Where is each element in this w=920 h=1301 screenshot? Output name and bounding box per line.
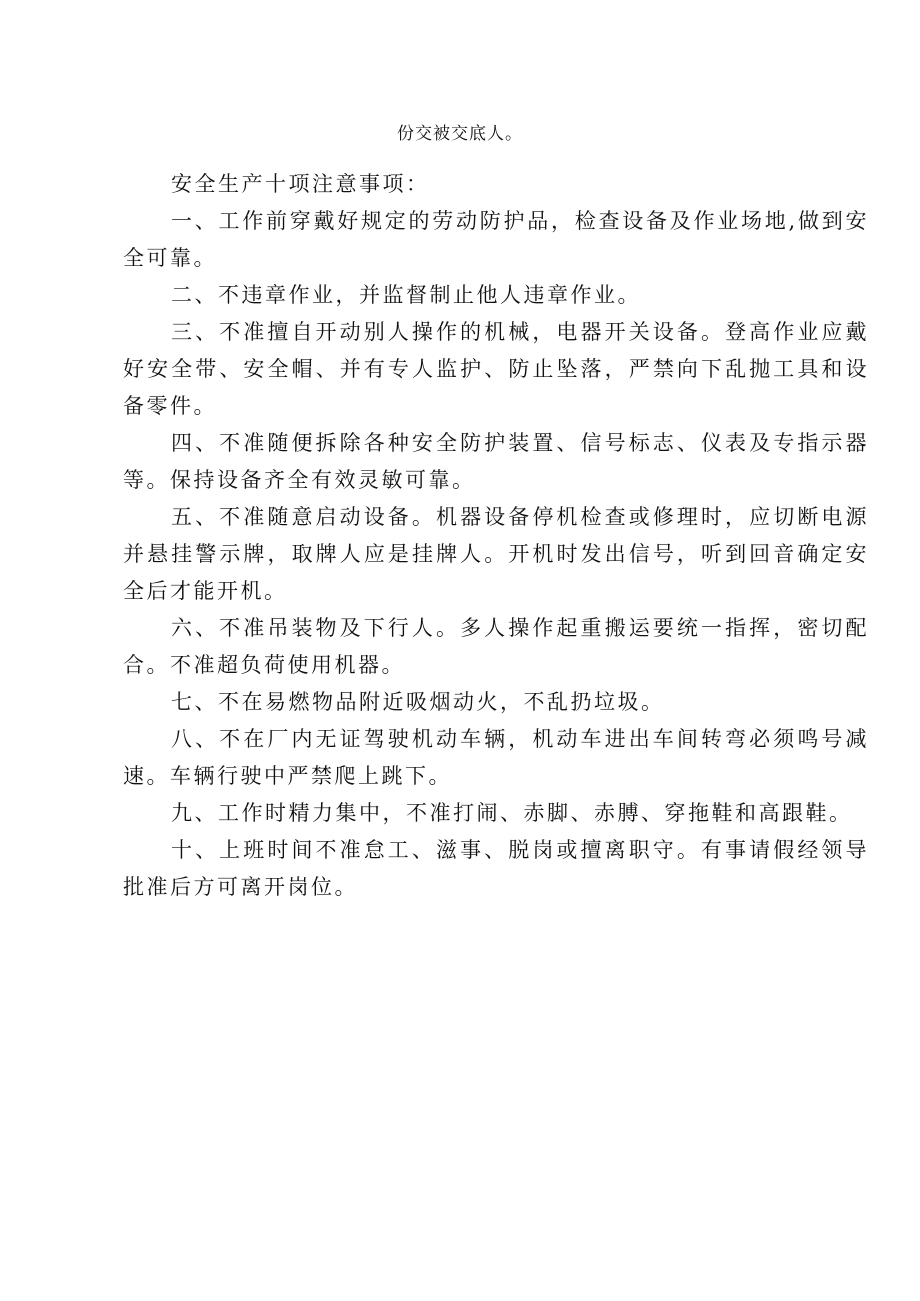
rule-item-4: 四、不准随便拆除各种安全防护装置、信号标志、仪表及专指示器等。保持设备齐全有效灵敏可靠。 (123, 431, 869, 492)
rule-item-2: 二、不违章作业，并监督制止他人违章作业。 (171, 283, 641, 307)
rule-item-3: 三、不准擅自开动别人操作的机械，电器开关设备。登高作业应戴好安全带、安全帽、并有专人监护、防止坠落，严禁向下乱抛工具和设备零件。 (123, 320, 869, 418)
rule-item-5: 五、不准随意启动设备。机器设备停机检查或修理时，应切断电源并悬挂警示牌，取牌人应是挂牌人。开机时发出信号，听到回音确定安全后才能开机。 (123, 505, 869, 603)
rule-item-6: 六、不准吊装物及下行人。多人操作起重搬运要统一指挥，密切配合。不准超负荷使用机器。 (123, 616, 869, 677)
rule-item-7: 七、不在易燃物品附近吸烟动火，不乱扔垃圾。 (171, 690, 665, 714)
section-heading: 安全生产十项注意事项： (171, 172, 430, 196)
rule-item-1: 一、工作前穿戴好规定的劳动防护品，检查设备及作业场地,做到安全可靠。 (123, 209, 869, 270)
document-body (123, 166, 869, 906)
rule-item-10: 十、上班时间不准怠工、滋事、脱岗或擅离职守。有事请假经领导批准后方可离开岗位。 (123, 838, 869, 899)
rule-item-8: 八、不在厂内无证驾驶机动车辆，机动车进出车间转弯必须鸣号减速。车辆行驶中严禁爬上跳下。 (123, 727, 869, 788)
rule-item-9: 九、工作时精力集中，不准打闹、赤脚、赤膊、穿拖鞋和高跟鞋。 (171, 801, 853, 825)
continuation-line: 份交被交底人。 (397, 124, 523, 144)
